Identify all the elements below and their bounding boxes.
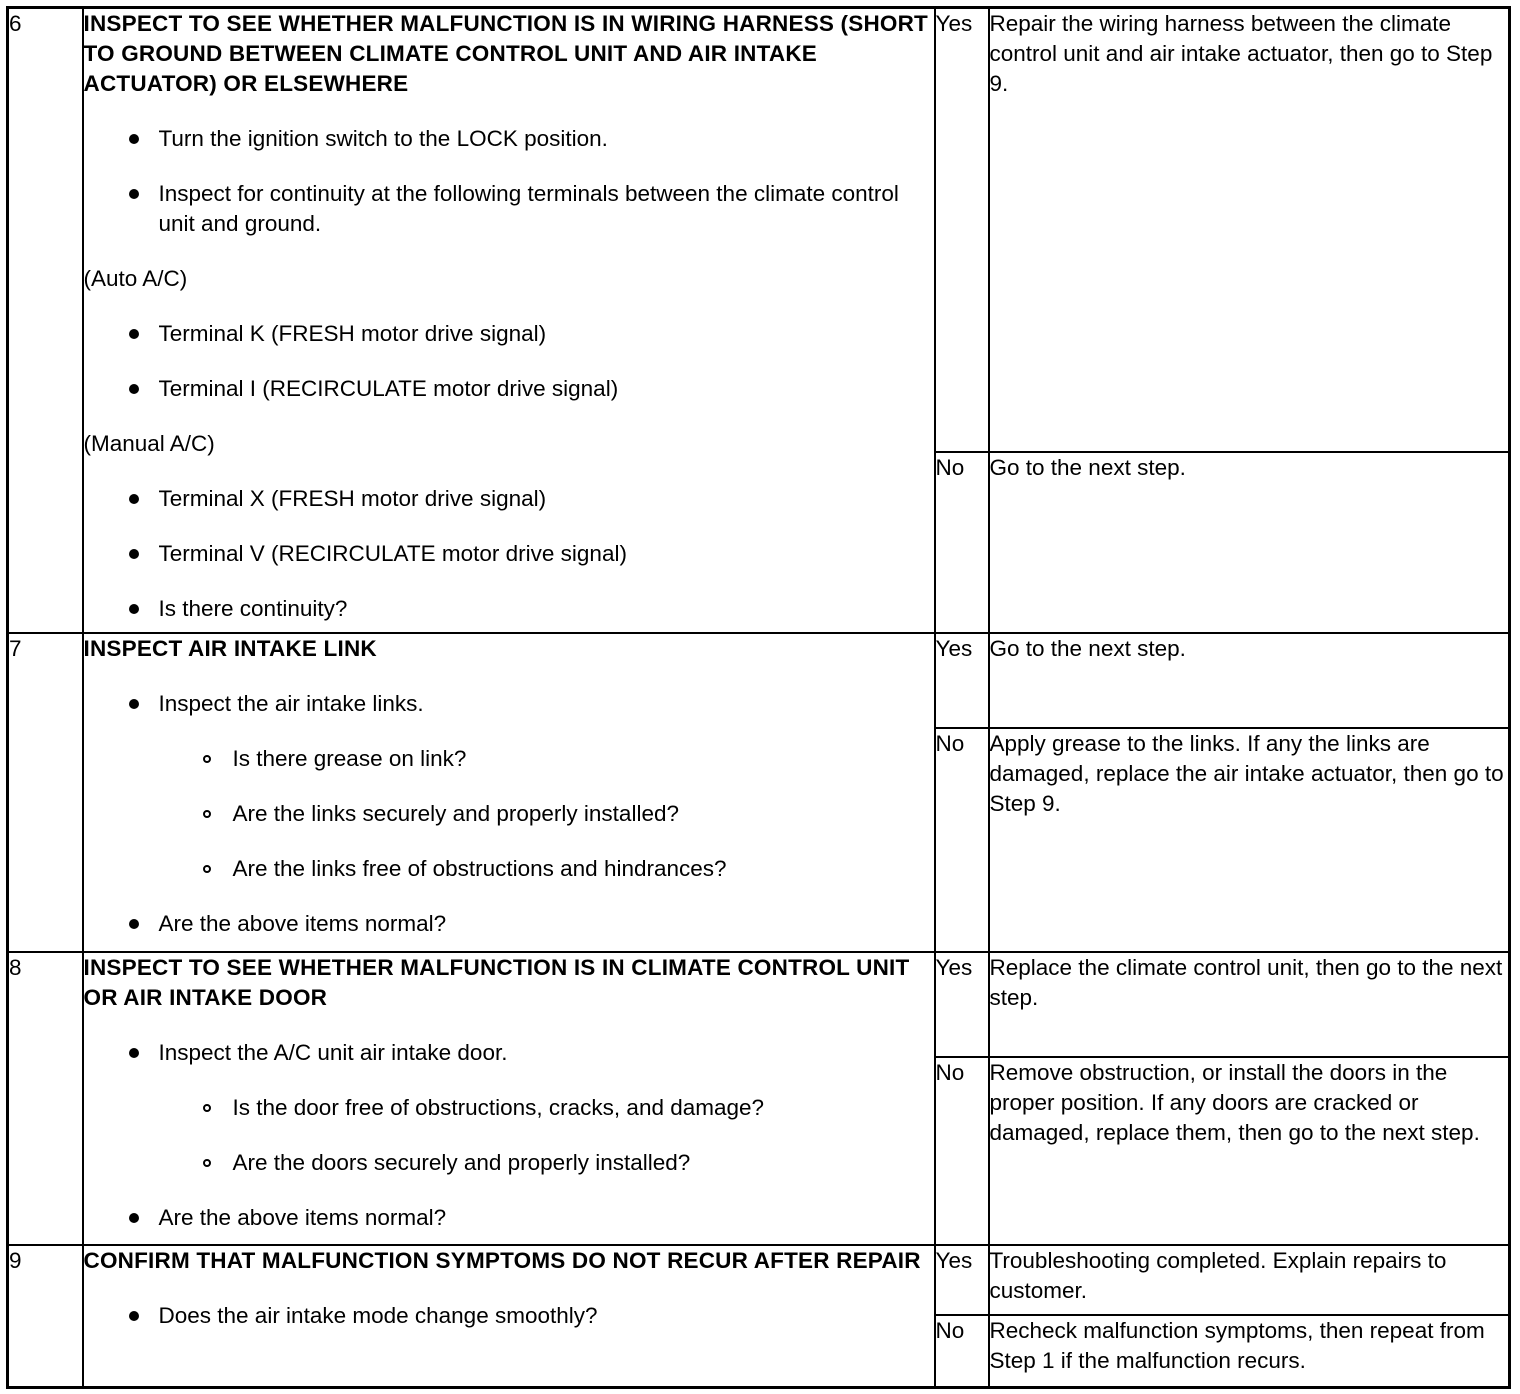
list-item-text: Are the above items normal? [158,911,447,937]
yes-label: Yes [935,8,989,452]
list-item-text: Is the door free of obstructions, cracks, and damage? [232,1095,765,1121]
list-item [84,1038,934,1068]
list-item [84,319,934,349]
step-body [83,633,935,952]
circle-bullet-icon [203,810,211,818]
step-number: 8 [8,952,83,1245]
step-number: 7 [8,633,83,952]
bullet-icon [129,1213,139,1223]
list-item-text: Are the above items normal? [158,1205,447,1231]
step-title: CONFIRM THAT MALFUNCTION SYMPTOMS DO NOT RECUR AFTER REPAIR [83,1248,921,1274]
bullet-icon [129,604,139,614]
bullet-icon [129,549,139,559]
step-title: INSPECT AIR INTAKE LINK [83,636,377,662]
step-body [83,952,935,1245]
yes-label: Yes [935,633,989,727]
no-label: No [935,1315,989,1387]
list-item-text: Terminal K (FRESH motor drive signal) [158,321,547,346]
list-item-text: Are the links free of obstructions and hindrances? [232,856,727,882]
step-row [8,633,1510,727]
list-item-text: Turn the ignition switch to the LOCK position. [158,126,608,151]
step-number: 6 [8,8,83,634]
step-checklist [84,124,934,624]
list-item [84,1203,934,1233]
step-number: 9 [8,1245,83,1387]
list-item-text: (Manual A/C) [83,431,215,456]
troubleshooting-table-body [8,8,1510,1388]
list-note [84,429,934,459]
list-item-text: Does the air intake mode change smoothly? [158,1303,598,1329]
no-label: No [935,452,989,634]
list-item-text: Inspect the A/C unit air intake door. [158,1040,508,1066]
circle-bullet-icon [203,755,211,763]
list-item [84,1301,934,1331]
yes-label: Yes [935,1245,989,1315]
step-title: INSPECT TO SEE WHETHER MALFUNCTION IS IN WIRING HARNESS (SHORT TO GROUND BETWEEN CLIMATE CONTROL UNIT AND AIR INTAKE ACTUATOR) OR ELSEWHERE [83,11,929,96]
circle-bullet-icon [203,1159,211,1167]
list-item-text: Is there continuity? [158,596,348,621]
step-checklist [84,1038,934,1233]
no-action: Go to the next step. [989,452,1510,634]
list-item-text: (Auto A/C) [83,266,188,291]
list-item [84,689,934,719]
list-item [84,909,934,939]
step-row [8,1245,1510,1315]
bullet-icon [129,1048,139,1058]
troubleshooting-table [6,6,1511,1389]
list-item-text: Are the links securely and properly installed? [232,801,679,827]
bullet-icon [129,919,139,929]
no-action: Recheck malfunction symptoms, then repeat from Step 1 if the malfunction recurs. [989,1315,1510,1387]
list-item-text: Inspect for continuity at the following terminals between the climate control unit and ground. [158,181,899,236]
bullet-icon [129,134,139,144]
no-action: Remove obstruction, or install the doors in the proper position. If any doors are cracked or damaged, replace them, then go to the next step. [989,1057,1510,1246]
list-item-text: Terminal V (RECIRCULATE motor drive signal) [158,541,627,566]
list-item-text: Is there grease on link? [232,746,467,772]
list-item-text: Are the doors securely and properly installed? [232,1150,691,1176]
list-item-text: Terminal I (RECIRCULATE motor drive signal) [158,376,619,401]
bullet-icon [129,189,139,199]
yes-action: Replace the climate control unit, then go to the next step. [989,952,1510,1056]
list-subitem [84,1093,934,1123]
list-note [84,264,934,294]
list-subitem [84,1148,934,1178]
bullet-icon [129,329,139,339]
step-checklist [84,689,934,939]
list-item [84,539,934,569]
yes-action: Troubleshooting completed. Explain repairs to customer. [989,1245,1510,1315]
list-item [84,179,934,239]
list-subitem [84,799,934,829]
list-item [84,374,934,404]
step-row [8,8,1510,452]
no-action: Apply grease to the links. If any the links are damaged, replace the air intake actuator, then go to Step 9. [989,728,1510,953]
step-body [83,8,935,634]
list-item-text: Inspect the air intake links. [158,691,424,717]
yes-action: Go to the next step. [989,633,1510,727]
bullet-icon [129,699,139,709]
bullet-icon [129,384,139,394]
list-item [84,484,934,514]
list-item-text: Terminal X (FRESH motor drive signal) [158,486,547,511]
list-item [84,124,934,154]
circle-bullet-icon [203,865,211,873]
step-body [83,1245,935,1387]
bullet-icon [129,494,139,504]
step-row [8,952,1510,1056]
list-subitem [84,744,934,774]
yes-label: Yes [935,952,989,1056]
bullet-icon [129,1311,139,1321]
step-title: INSPECT TO SEE WHETHER MALFUNCTION IS IN CLIMATE CONTROL UNIT OR AIR INTAKE DOOR [83,955,910,1011]
yes-action: Repair the wiring harness between the climate control unit and air intake actuator, then go to Step 9. [989,8,1510,452]
no-label: No [935,1057,989,1246]
circle-bullet-icon [203,1104,211,1112]
list-item [84,594,934,624]
list-subitem [84,854,934,884]
step-checklist [84,1301,934,1331]
no-label: No [935,728,989,953]
